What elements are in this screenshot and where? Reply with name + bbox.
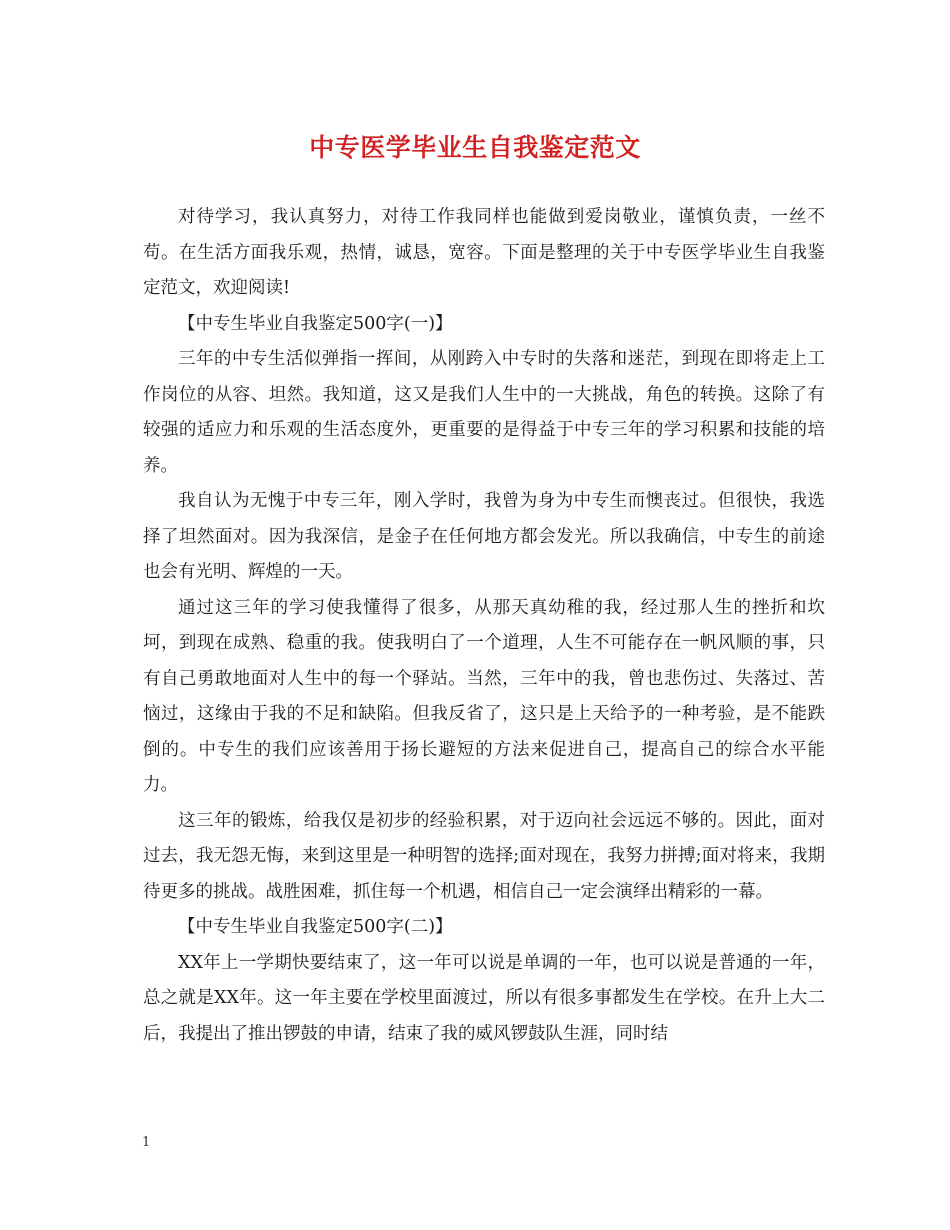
- document-title: 中专医学毕业生自我鉴定范文: [309, 133, 641, 162]
- body-paragraph: XX年上一学期快要结束了，这一年可以说是单调的一年，也可以说是普通的一年，总之就是XX年。这一年主要在学校里面渡过，所以有很多事都发生在学校。在升上大二后，我提出了推出锣鼓的申请，结束了我的威风锣鼓队生涯，同时结: [143, 952, 825, 1044]
- page-number: 1: [142, 1135, 151, 1150]
- body-paragraph: 这三年的锻炼，给我仅是初步的经验积累，对于迈向社会远远不够的。因此，面对过去，我无怨无悔，来到这里是一种明智的选择;面对现在，我努力拼搏;面对将来，我期待更多的挑战。战胜困难，抓住每一个机遇，相信自己一定会演绎出精彩的一幕。: [143, 810, 825, 902]
- body-paragraph: 三年的中专生活似弹指一挥间，从刚跨入中专时的失落和迷茫，到现在即将走上工作岗位的从容、坦然。我知道，这又是我们人生中的一大挑战，角色的转换。这除了有较强的适应力和乐观的生活态度外，更重要的是得益于中专三年的学习积累和技能的培养。: [143, 349, 825, 476]
- section-heading-2: 【中专生毕业自我鉴定500字(二)】: [178, 917, 453, 937]
- body-paragraph: 我自认为无愧于中专三年，刚入学时，我曾为身为中专生而懊丧过。但很快，我选择了坦然面对。因为我深信，是金子在任何地方都会发光。所以我确信，中专生的前途也会有光明、辉煌的一天。: [143, 491, 825, 582]
- intro-paragraph: 对待学习，我认真努力，对待工作我同样也能做到爱岗敬业，谨慎负责，一丝不苟。在生活方面我乐观，热情，诚恳，宽容。下面是整理的关于中专医学毕业生自我鉴定范文，欢迎阅读!: [143, 207, 825, 298]
- body-paragraph: 通过这三年的学习使我懂得了很多，从那天真幼稚的我，经过那人生的挫折和坎坷，到现在成熟、稳重的我。使我明白了一个道理，人生不可能存在一帆风顺的事，只有自己勇敢地面对人生中的每一个驿站。当然，三年中的我，曾也悲伤过、失落过、苦恼过，这缘由于我的不足和缺陷。但我反省了，这只是上天给予的一种考验，是不能跌倒的。中专生的我们应该善用于扬长避短的方法来促进自己，提高自己的综合水平能力。: [143, 597, 825, 795]
- section-heading-1: 【中专生毕业自我鉴定500字(一)】: [178, 313, 453, 334]
- document-body: [143, 200, 825, 1052]
